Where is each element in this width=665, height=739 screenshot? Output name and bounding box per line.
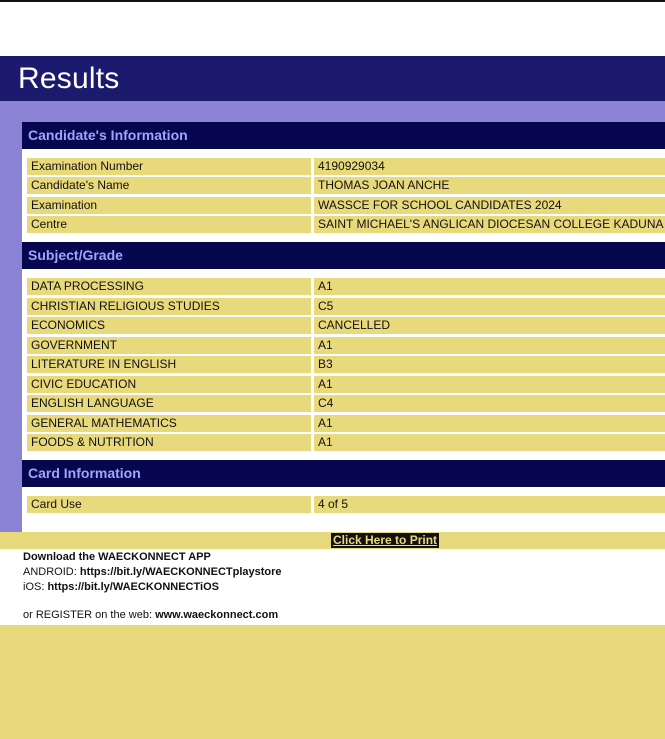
subject-grade: B3 [314, 356, 665, 373]
row-label: Card Use [27, 496, 311, 513]
left-rail [0, 101, 22, 532]
download-app-text: Download the WAECKONNECT APP [23, 551, 211, 563]
candidate-row-name [27, 177, 665, 194]
card-use-row [27, 496, 665, 513]
candidate-row-centre [27, 216, 665, 233]
subject-row [27, 278, 665, 295]
subject-name: CHRISTIAN RELIGIOUS STUDIES [27, 298, 311, 315]
subject-grade: C4 [314, 395, 665, 412]
candidate-row-examination [27, 197, 665, 214]
subject-row [27, 395, 665, 412]
subject-grade: C5 [314, 298, 665, 315]
card-info-heading: Card Information [22, 460, 665, 487]
download-app-title [23, 551, 211, 563]
ios-label: iOS: [23, 581, 48, 593]
subject-row [27, 298, 665, 315]
row-value: 4 of 5 [314, 496, 665, 513]
page-header [0, 56, 665, 101]
subject-row [27, 415, 665, 432]
row-value: 4190929034 [314, 158, 665, 175]
subject-name: CIVIC EDUCATION [27, 376, 311, 393]
candidate-row-exam-number [27, 158, 665, 175]
register-link[interactable]: www.waeckonnect.com [155, 609, 279, 621]
candidate-info-heading: Candidate's Information [22, 122, 665, 149]
register-label: or REGISTER on the web: [23, 609, 156, 621]
page-title: Results [18, 62, 120, 95]
top-blank-area [0, 2, 665, 56]
android-link[interactable]: https://bit.ly/WAECKONNECTplaystore [79, 566, 282, 578]
register-line [23, 609, 278, 621]
subject-grade: A1 [314, 376, 665, 393]
android-label: ANDROID: [23, 566, 80, 578]
print-button[interactable]: Click Here to Print [333, 533, 438, 547]
subject-row [27, 317, 665, 334]
subject-row [27, 356, 665, 373]
subject-name: GOVERNMENT [27, 337, 311, 354]
subject-name: FOODS & NUTRITION [27, 434, 311, 451]
subject-grade: CANCELLED [314, 317, 665, 334]
android-line [23, 566, 282, 578]
subject-name: LITERATURE IN ENGLISH [27, 356, 311, 373]
subject-grade: A1 [314, 415, 665, 432]
subject-name: ECONOMICS [27, 317, 311, 334]
ios-line [23, 581, 219, 593]
subject-row [27, 434, 665, 451]
subject-grade: A1 [314, 278, 665, 295]
row-label: Examination [27, 197, 311, 214]
subject-grade: A1 [314, 337, 665, 354]
top-strip [22, 101, 665, 122]
subject-name: DATA PROCESSING [27, 278, 311, 295]
subject-grade: A1 [314, 434, 665, 451]
row-label: Examination Number [27, 158, 311, 175]
subject-grade-heading: Subject/Grade [22, 242, 665, 269]
ios-link[interactable]: https://bit.ly/WAECKONNECTiOS [47, 581, 219, 593]
subject-name: ENGLISH LANGUAGE [27, 395, 311, 412]
row-value: WASSCE FOR SCHOOL CANDIDATES 2024 [314, 197, 665, 214]
subject-row [27, 376, 665, 393]
subject-name: GENERAL MATHEMATICS [27, 415, 311, 432]
row-value: SAINT MICHAEL'S ANGLICAN DIOCESAN COLLEGE KADUNA [314, 216, 665, 233]
row-label: Candidate's Name [27, 177, 311, 194]
row-value: THOMAS JOAN ANCHE [314, 177, 665, 194]
subject-row [27, 337, 665, 354]
row-label: Centre [27, 216, 311, 233]
